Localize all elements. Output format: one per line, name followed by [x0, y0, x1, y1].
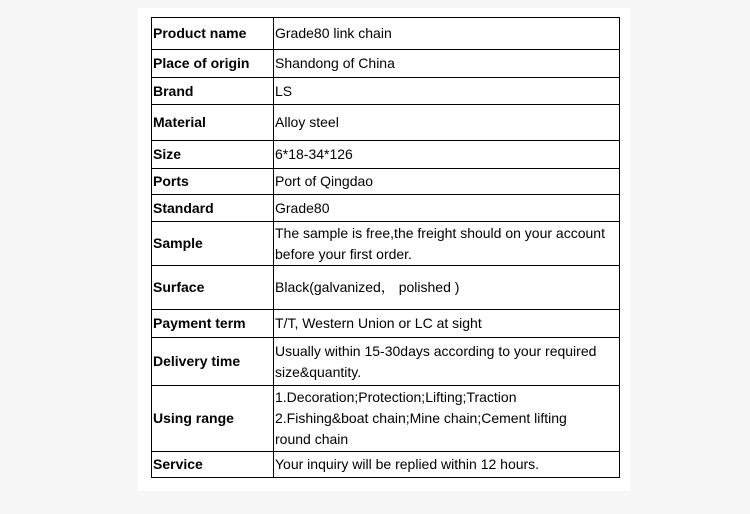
row-label: Brand	[152, 78, 274, 105]
table-row-sample	[152, 222, 620, 266]
table-row-using-range	[152, 386, 620, 452]
table-row-product-name	[152, 18, 620, 50]
value-line: Grade80	[275, 199, 330, 216]
row-label: Delivery time	[152, 338, 274, 386]
value-line: 6*18-34*126	[275, 146, 353, 162]
row-value	[274, 266, 620, 310]
table-row-service	[152, 452, 620, 478]
row-value	[274, 452, 620, 478]
value-line: 2.Fishing&boat chain;Mine chain;Cement lifting	[275, 410, 567, 426]
row-label: Surface	[152, 266, 274, 310]
row-label: Product name	[152, 18, 274, 50]
value-line: Port of Qingdao	[275, 173, 374, 189]
row-value	[274, 386, 620, 452]
table-row-payment-term	[152, 310, 620, 338]
row-value	[274, 310, 620, 338]
row-label: Sample	[152, 222, 274, 266]
row-label: Service	[152, 452, 274, 478]
row-value	[274, 141, 620, 169]
value-line: Black(galvanized， polished )	[275, 279, 460, 295]
table-row-size	[152, 141, 620, 169]
table-row-standard	[152, 195, 620, 222]
value-line: Your inquiry will be replied within 12 hours.	[275, 456, 540, 472]
value-line: Usually within 15-30days according to your required	[275, 342, 597, 359]
table-row-ports	[152, 169, 620, 195]
row-value	[274, 18, 620, 50]
row-label: Using range	[152, 386, 274, 452]
row-label: Ports	[152, 169, 274, 195]
row-label: Size	[152, 141, 274, 169]
value-line: The sample is free,the freight should on your account	[275, 224, 605, 241]
row-label: Place of origin	[152, 50, 274, 78]
row-value	[274, 338, 620, 386]
value-line: before your first order.	[275, 245, 412, 262]
row-value	[274, 222, 620, 266]
row-label: Payment term	[152, 310, 274, 338]
table-row-material	[152, 105, 620, 141]
row-label: Standard	[152, 195, 274, 222]
value-line: Alloy steel	[275, 114, 339, 130]
row-value	[274, 50, 620, 78]
value-line: T/T, Western Union or LC at sight	[275, 315, 482, 331]
table-row-brand	[152, 78, 620, 105]
row-value	[274, 78, 620, 105]
value-line: Shandong of China	[275, 55, 395, 71]
table-row-place-of-origin	[152, 50, 620, 78]
product-spec-table	[151, 17, 620, 478]
value-line: size&quantity.	[275, 363, 362, 380]
table-row-surface	[152, 266, 620, 310]
table-row-delivery-time	[152, 338, 620, 386]
value-line: LS	[275, 82, 293, 99]
value-line: 1.Decoration;Protection;Lifting;Traction	[275, 389, 517, 405]
row-label: Material	[152, 105, 274, 141]
row-value	[274, 195, 620, 222]
row-value	[274, 105, 620, 141]
value-line: round chain	[275, 431, 349, 447]
row-value	[274, 169, 620, 195]
value-line: Grade80 link chain	[275, 25, 392, 41]
